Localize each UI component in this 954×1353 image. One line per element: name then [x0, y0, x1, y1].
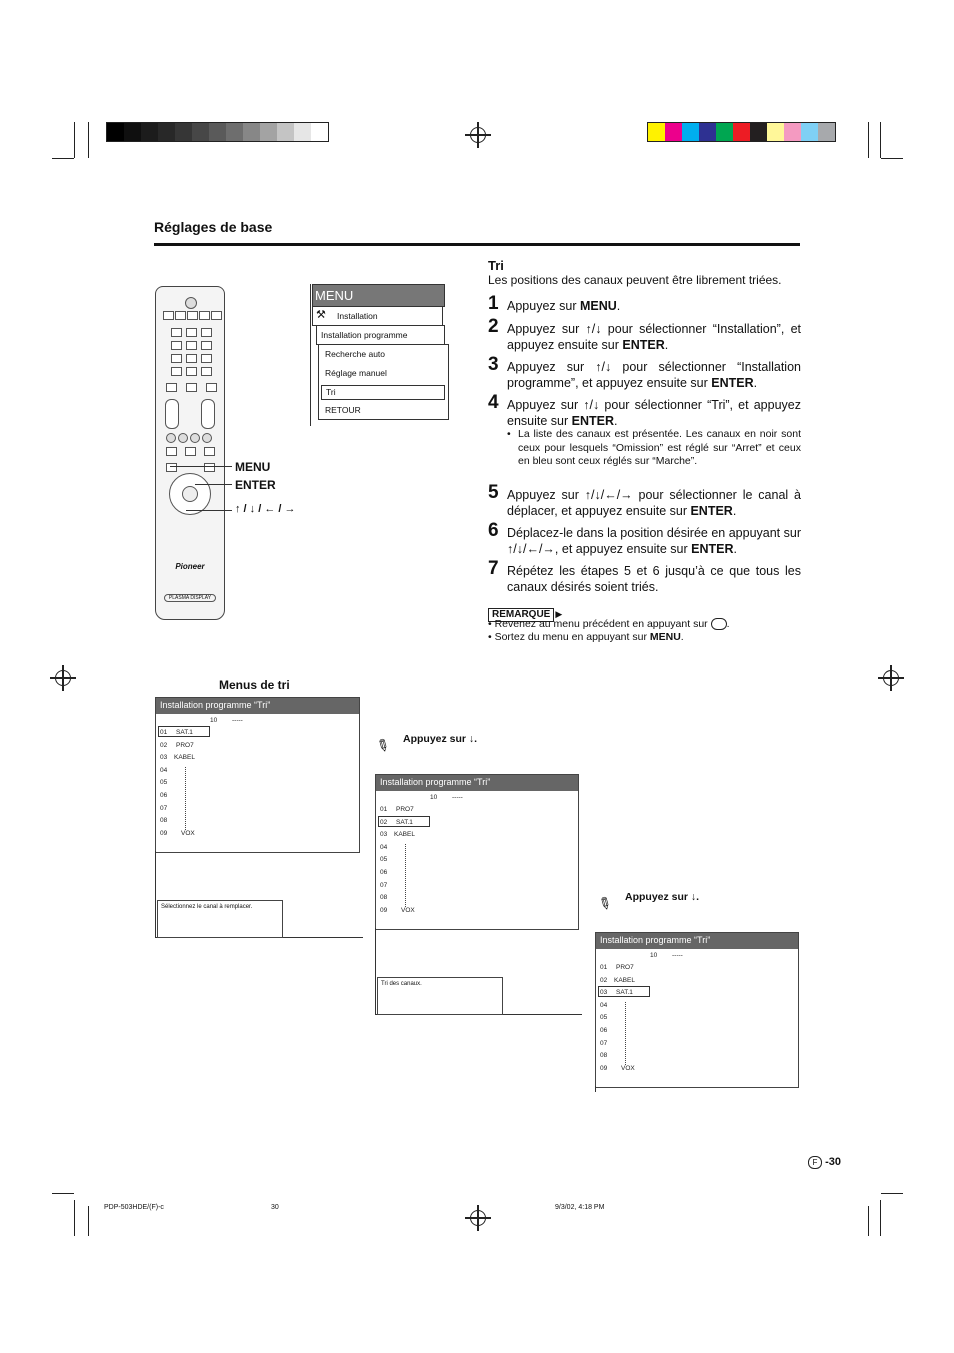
channel-name: PRO7 [616, 964, 634, 971]
remote-button [178, 433, 188, 443]
channel-rocker [201, 399, 215, 429]
color-swatch [750, 123, 767, 141]
crop-mark [88, 122, 89, 158]
tri-screen-3 [595, 932, 799, 1088]
remote-button [204, 463, 215, 472]
channel-name: SAT.1 [616, 989, 633, 997]
color-swatch [175, 123, 192, 141]
channel-name: KABEL [394, 831, 415, 839]
crop-mark [880, 122, 881, 158]
step-number: 2 [488, 316, 499, 337]
footer-file-page: 30 [271, 1204, 279, 1211]
crop-mark [52, 1193, 74, 1194]
channel-number: 09 [380, 906, 388, 914]
channel-number: 08 [600, 1052, 608, 1060]
channel-number: 04 [600, 1001, 608, 1009]
remote-button [211, 311, 222, 320]
screen-2-footer: Tri des canaux. [377, 977, 503, 1015]
remote-button [166, 447, 177, 456]
color-swatch [665, 123, 682, 141]
color-swatch [784, 123, 801, 141]
step-text: Répétez les étapes 5 et 6 jusqu’à ce que tous les canaux désirés soient triés. [507, 564, 801, 594]
tri-screen-top-num: 10 [210, 717, 218, 724]
step-text: Appuyez sur ↑/↓ pour sélectionner “Installation”, et appuyez ensuite sur ENTER. [507, 322, 801, 352]
pencil-icon: ✎ [372, 735, 393, 758]
callout-line [186, 510, 232, 511]
channel-number: 07 [600, 1039, 608, 1047]
remote-button [202, 433, 212, 443]
step-text: Appuyez sur ↑/↓ pour sélectionner “Installation programme”, et appuyez ensuite sur ENTER. [507, 360, 801, 390]
step-text: Déplacez-le dans la position désirée en appuyant sur ↑/↓/←/→, et appuyez ensuite sur ENTER. [507, 526, 801, 556]
color-swatch [124, 123, 141, 141]
grayscale-bar [106, 122, 329, 142]
channel-number: 02 [380, 818, 388, 826]
osd-menu-item: Recherche auto [325, 349, 386, 359]
channel-number: 03 [380, 831, 388, 839]
channel-number: 02 [600, 976, 608, 984]
appuyez-callout-1: Appuyez sur ↓. [403, 733, 478, 745]
color-swatch [818, 123, 835, 141]
tri-screen-2 [375, 774, 579, 930]
remote-button [186, 341, 197, 350]
crop-mark [881, 158, 903, 159]
return-icon [711, 618, 727, 630]
remote-button [185, 447, 196, 456]
tri-heading: Tri [488, 258, 504, 273]
remote-button [201, 367, 212, 376]
channel-name: PRO7 [176, 741, 194, 749]
channel-number: 02 [160, 741, 168, 749]
channel-name: SAT.1 [396, 818, 413, 826]
remote-button [201, 328, 212, 337]
crop-mark [88, 1206, 89, 1236]
osd-menu-level2-box [316, 325, 445, 345]
remote-button [171, 354, 182, 363]
crop-mark [868, 1206, 869, 1236]
remote-button [199, 311, 210, 320]
color-swatch [767, 123, 784, 141]
step-text: Appuyez sur ↑/↓/←/→ pour sélectionner le canal à déplacer, et appuyez ensuite sur ENTER. [507, 488, 801, 518]
footer-file: PDP-503HDE/(F)-c [104, 1204, 164, 1211]
channel-number: 05 [600, 1014, 608, 1022]
remote-button [175, 311, 186, 320]
channel-number: 05 [380, 856, 388, 864]
channel-number: 04 [380, 843, 388, 851]
channel-name: KABEL [614, 976, 635, 984]
step-text: Appuyez sur MENU. [507, 299, 621, 313]
tri-screen-top-num: 10 [650, 952, 658, 959]
tri-screen-top-dash: ----- [452, 794, 463, 801]
screen-1-footer: Sélectionnez le canal à remplacer. [157, 900, 283, 938]
osd-menu-item: RETOUR [325, 404, 361, 415]
osd-menu-item: Tri [321, 385, 445, 400]
remote-button [166, 433, 176, 443]
remote-model-label: PLASMA DISPLAY [164, 594, 216, 602]
volume-rocker [165, 399, 179, 429]
note-1: • Revenez au menu précédent en appuyant sur . [488, 618, 730, 630]
channel-number: 07 [380, 881, 388, 889]
osd-menu [310, 284, 445, 426]
channel-number: 06 [160, 792, 168, 799]
tri-intro: Les positions des canaux peuvent être librement triées. [488, 273, 782, 287]
language-badge: F [808, 1156, 822, 1169]
arrows-callout: ↑ / ↓ / ← / → [235, 503, 296, 515]
menus-de-tri-label: Menus de tri [219, 678, 290, 692]
remote-control [155, 286, 225, 620]
remote-brand-logo: Pioneer [175, 562, 205, 571]
channel-number: 04 [160, 766, 168, 774]
osd-menu-level2: Installation programme [321, 330, 408, 340]
color-swatch [158, 123, 175, 141]
channel-number: 08 [160, 817, 168, 825]
remote-menu-button [166, 463, 177, 472]
color-swatch [226, 123, 243, 141]
screen-base-line [595, 1086, 596, 1092]
step-text: Appuyez sur ↑/↓ pour sélectionner “Tri”, et appuyez ensuite sur ENTER. [507, 398, 801, 428]
osd-menu-items-box [318, 344, 449, 420]
channel-number: 08 [380, 894, 388, 902]
channel-name: VOX [401, 906, 415, 914]
step-number: 1 [488, 293, 499, 314]
channel-name: SAT.1 [176, 729, 193, 736]
crop-mark [868, 122, 869, 158]
channel-number: 03 [600, 989, 608, 997]
step4-bullet [507, 428, 801, 469]
channel-name: VOX [181, 829, 195, 837]
osd-menu-frame [310, 284, 311, 426]
callout-line [195, 484, 232, 485]
osd-menu-level1: Installation [337, 311, 378, 321]
channel-number: 01 [160, 729, 168, 736]
remote-button [204, 447, 215, 456]
remote-button [171, 367, 182, 376]
color-swatch [209, 123, 226, 141]
osd-menu-item: Réglage manuel [325, 367, 387, 378]
channel-number: 03 [160, 754, 168, 762]
screen-base-line [375, 928, 376, 1014]
step-number: 7 [488, 558, 499, 579]
color-swatch [277, 123, 294, 141]
arrow-right-icon: ▶ [555, 609, 563, 619]
osd-menu-installation [312, 306, 443, 326]
tri-screen-title: Installation programme “Tri” [376, 775, 578, 791]
color-swatch [192, 123, 209, 141]
color-swatch [260, 123, 277, 141]
remote-button [201, 341, 212, 350]
pencil-icon: ✎ [594, 893, 615, 916]
section-rule [154, 243, 800, 246]
enter-callout: ENTER [235, 478, 276, 492]
tri-screen-top-num: 10 [430, 794, 438, 801]
channel-number: 01 [380, 806, 388, 813]
remote-button [171, 328, 182, 337]
registration-mark [470, 127, 486, 143]
tri-screen-1 [155, 697, 360, 853]
screen-base-line [155, 851, 156, 937]
remote-button [201, 354, 212, 363]
crop-mark [52, 158, 74, 159]
registration-mark [883, 670, 899, 686]
channel-number: 01 [600, 964, 608, 971]
color-swatch [107, 123, 124, 141]
bullet: • [507, 428, 511, 440]
tri-screen-top-dash: ----- [672, 952, 683, 959]
enter-button-icon [182, 486, 198, 502]
channel-number: 09 [160, 829, 168, 837]
crop-mark [881, 1193, 903, 1194]
tri-screen-title: Installation programme “Tri” [596, 933, 798, 949]
channel-dots [405, 844, 406, 907]
color-swatch [682, 123, 699, 141]
remote-button [186, 383, 197, 392]
remarque-label: REMARQUE [488, 608, 554, 622]
remote-button [190, 433, 200, 443]
channel-name: VOX [621, 1064, 635, 1072]
channel-number: 05 [160, 779, 168, 787]
step-number: 6 [488, 520, 499, 541]
color-swatch [294, 123, 311, 141]
step-number: 5 [488, 482, 499, 503]
wrench-icon: ⚒ [316, 309, 326, 321]
color-swatch [243, 123, 260, 141]
color-swatch [733, 123, 750, 141]
remote-button [206, 383, 217, 392]
remote-button [186, 328, 197, 337]
menu-callout: MENU [235, 460, 271, 474]
channel-number: 07 [160, 804, 168, 812]
crop-mark [880, 1200, 881, 1236]
remote-button [171, 341, 182, 350]
footer-date: 9/3/02, 4:18 PM [555, 1204, 605, 1211]
step4-bullet-text: La liste des canaux est présentée. Les canaux en noir sont ceux pour lesquels “Omission” est réglé sur “Arret” et ceux en bleu sont ceux réglés sur “Marche”. [518, 428, 801, 467]
remote-button [186, 354, 197, 363]
color-swatch [716, 123, 733, 141]
section-title: Réglages de base [154, 219, 273, 235]
appuyez-callout-2: Appuyez sur ↓. [625, 891, 700, 903]
tri-screen-top-dash: ----- [232, 717, 243, 724]
registration-mark [55, 670, 71, 686]
registration-mark [470, 1210, 486, 1226]
color-swatch [699, 123, 716, 141]
channel-number: 06 [600, 1027, 608, 1034]
channel-dots [185, 767, 186, 830]
osd-menu-title: MENU [312, 284, 445, 307]
channel-number: 09 [600, 1064, 608, 1072]
color-bar [647, 122, 836, 142]
remote-button [166, 383, 177, 392]
remote-button [163, 311, 174, 320]
color-swatch [801, 123, 818, 141]
color-swatch [311, 123, 328, 141]
step-number: 3 [488, 354, 499, 375]
remote-button [186, 367, 197, 376]
color-swatch [648, 123, 665, 141]
step-number: 4 [488, 392, 499, 413]
crop-mark [74, 122, 75, 158]
crop-mark [74, 1200, 75, 1236]
channel-name: KABEL [174, 754, 195, 762]
channel-dots [625, 1002, 626, 1065]
channel-number: 06 [380, 869, 388, 876]
remote-button [187, 311, 198, 320]
page-num-text: -30 [825, 1156, 841, 1168]
callout-line [170, 466, 232, 467]
tri-screen-title: Installation programme “Tri” [156, 698, 359, 714]
note-2: • Sortez du menu en appuyant sur MENU. [488, 631, 684, 643]
page-number [808, 1156, 841, 1169]
channel-name: PRO7 [396, 806, 414, 813]
color-swatch [141, 123, 158, 141]
power-button-icon [185, 297, 197, 309]
